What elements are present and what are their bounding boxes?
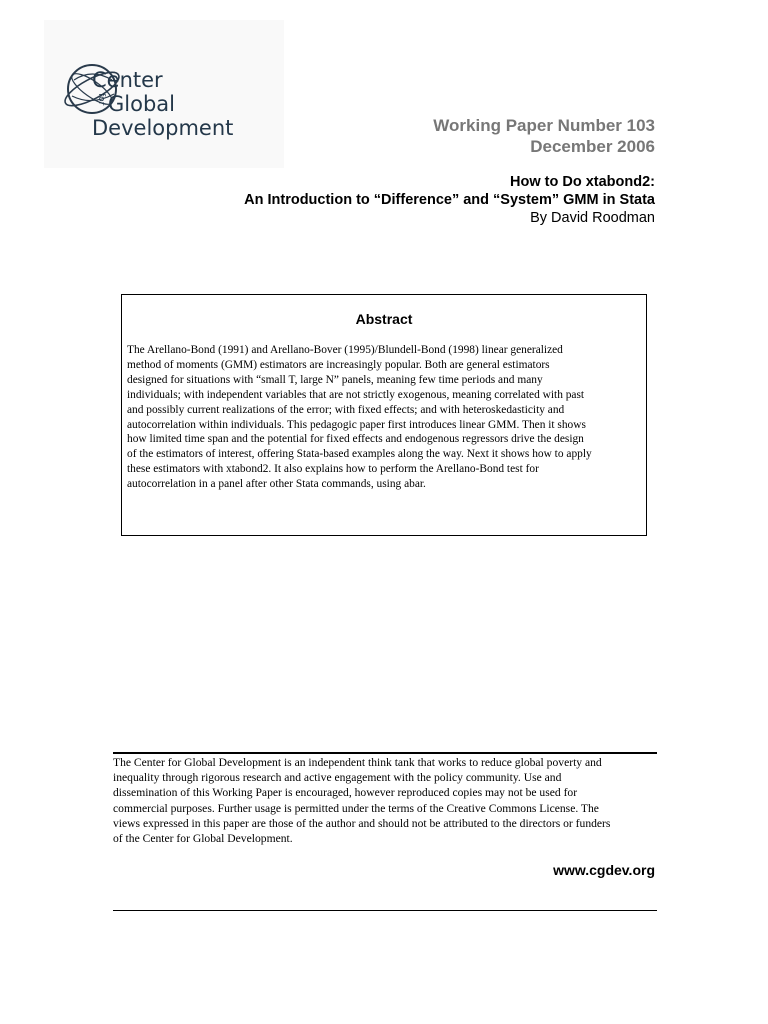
logo-global-text: Global [108,92,175,116]
logo-line-development: Development [92,116,234,140]
logo-wordmark [92,68,233,140]
footer-line: views expressed in this paper are those of the author and should not be attributed to the directors or funders [113,816,611,830]
footer-bottom-rule [113,910,657,911]
footer-line: commercial purposes. Further usage is permitted under the terms of the Creative Commons License. The [113,801,599,815]
publication-date: December 2006 [530,137,655,156]
working-paper-number: Working Paper Number 103 [433,116,655,135]
abstract-line: method of moments (GMM) estimators are increasingly popular. Both are general estimators [127,358,550,371]
abstract-line: these estimators with xtabond2. It also explains how to perform the Arellano-Bond test for [127,463,539,476]
abstract-line: autocorrelation in a panel after other Stata commands, using abar. [127,478,426,491]
abstract-line: designed for situations with “small T, large N” panels, meaning few time periods and many [127,373,543,386]
footer-line: The Center for Global Development is an independent think tank that works to reduce global poverty and [113,756,602,769]
abstract-heading: Abstract [355,311,413,327]
abstract-box [121,294,647,536]
title-line-2: An Introduction to “Difference” and “System” GMM in Stata [244,192,655,208]
title-line-1: How to Do xtabond2: [510,174,655,190]
website-link[interactable]: www.cgdev.org [553,862,655,878]
abstract-line: how limited time span and the potential for fixed effects and endogenous regressors drive the design [127,433,584,446]
abstract-line: The Arellano-Bond (1991) and Arellano-Bover (1995)/Blundell-Bond (1998) linear generalized [127,344,563,356]
abstract-line: and possibly current realizations of the error; with fixed effects; and with heteroskedasticity and [127,403,565,416]
logo-line-center: Center [92,68,163,92]
abstract-line: of the estimators of interest, offering Stata-based examples along the way. Next it shows how to apply [127,448,592,461]
footer-line: dissemination of this Working Paper is encouraged, however reproduced copies may not be used for [113,786,578,800]
footer-disclaimer [113,755,661,846]
logo-line-global [92,92,233,116]
abstract-text [127,343,640,492]
logo-for: for [96,93,106,106]
footer-top-rule [113,752,657,754]
footer-line: of the Center for Global Development. [113,832,293,846]
abstract-line: individuals; with independent variables that are not strictly exogenous, meaning correlated with past [127,388,585,401]
author: By David Roodman [530,210,655,226]
footer-line: inequality through rigorous research and active engagement with the policy community. Use and [113,771,562,785]
abstract-line: autocorrelation within individuals. This pedagogic paper first introduces linear GMM. Then it shows [127,418,586,431]
